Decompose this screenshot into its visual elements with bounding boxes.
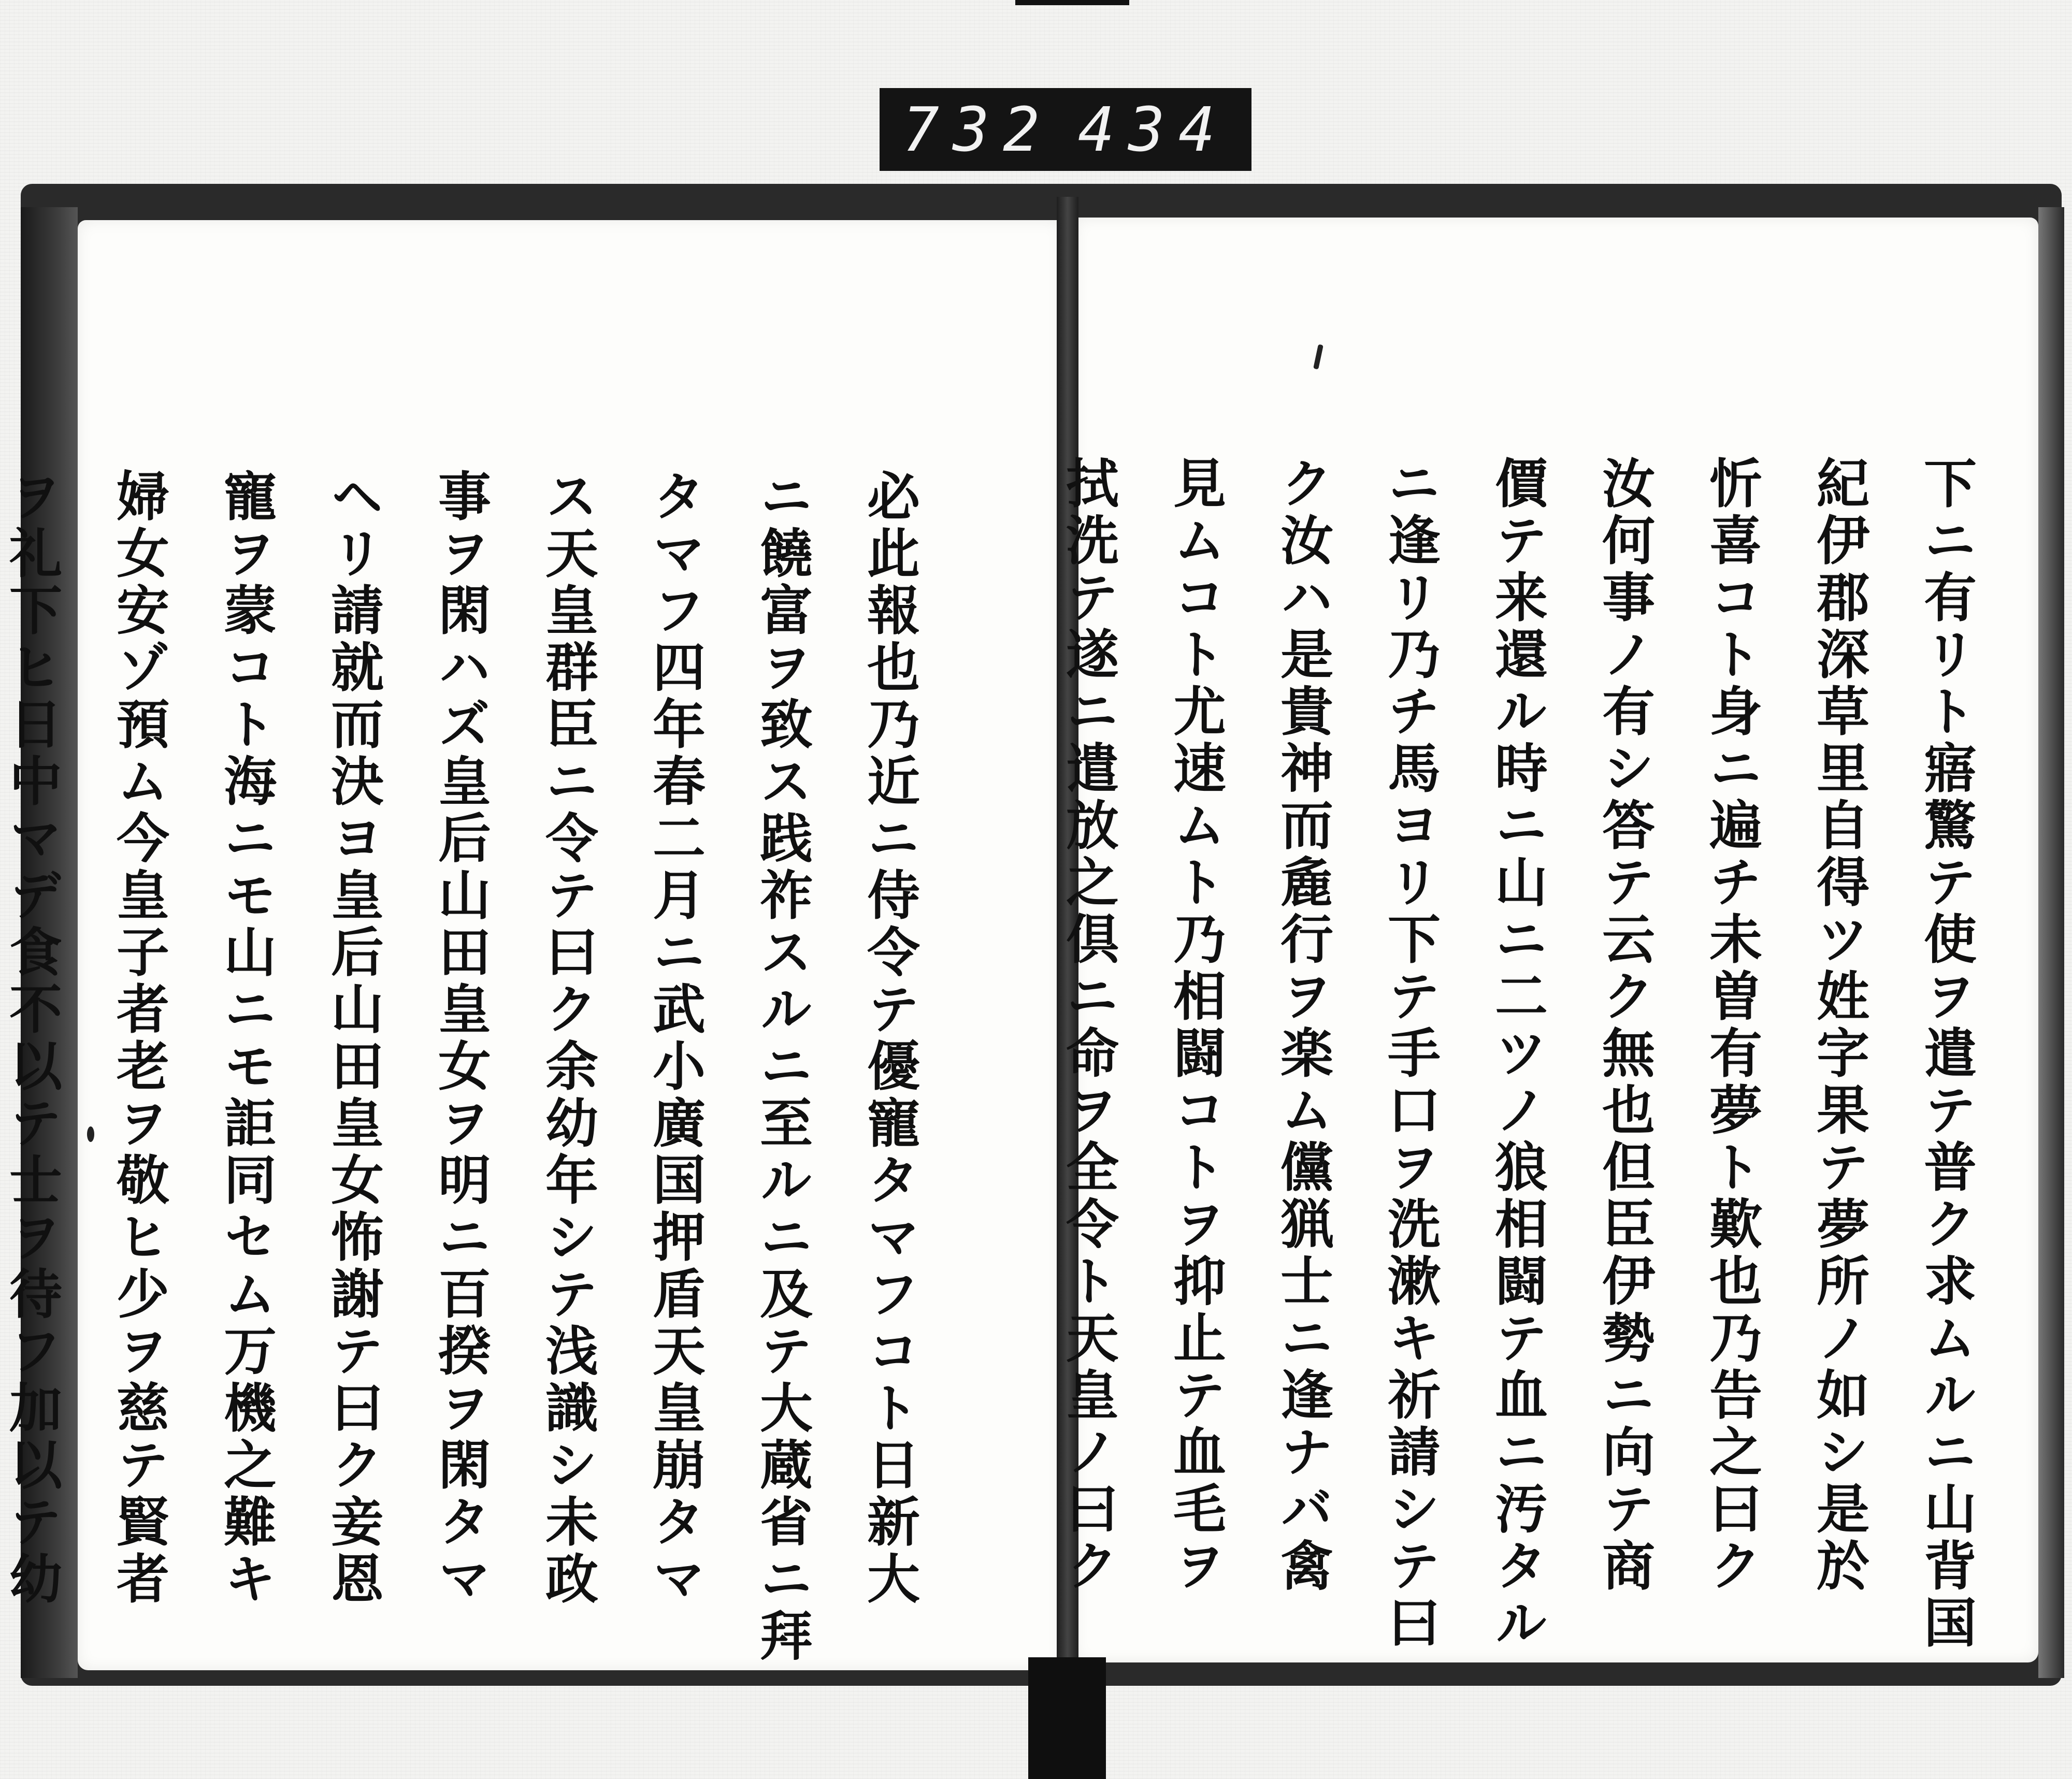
left-column-6: ヘリ請就而決ヨ皇后山田皇女怖謝テ曰ク妾恩 [322, 469, 384, 1608]
left-column-9: ヲ礼下ヒ日中マデ食不以テ士ヲ待フ加以テ幼 [1, 469, 63, 1608]
right-column-1: 下ニ有リト寤驚テ使ヲ遣テ普ク求ムルニ山背国 [1915, 456, 1977, 1652]
left-column-4: ス天皇群臣ニ令テ曰ク余幼年シテ浅識シ未政 [537, 469, 599, 1608]
right-column-8: 見ムコト尤速ムト乃相闘コトヲ抑止テ血毛ヲ [1164, 456, 1227, 1595]
right-column-2: 紀伊郡深草里自得ツ姓字果テ夢所ノ如シ是於 [1808, 456, 1870, 1595]
bottom-spine-shadow [1028, 1657, 1106, 1779]
right-column-7: ク汝ハ是貴神而麁行ヲ楽ム儻猟士ニ逢ナバ禽 [1272, 456, 1334, 1595]
left-column-3: タマフ四年春二月ニ武小廣国押盾天皇崩タマ [644, 469, 706, 1608]
page-number: 434 [1077, 94, 1229, 165]
right-column-4: 汝何事ノ有シ答テ云ク無也但臣伊勢ニ向テ商 [1593, 456, 1656, 1595]
left-column-7: 寵ヲ蒙コト海ニモ山ニモ詎同セム万機之難キ [215, 469, 277, 1608]
left-column-5: 事ヲ閑ハズ皇后山田皇女ヲ明ニ百揆ヲ閑タマ [429, 469, 492, 1608]
right-column-6: ニ逢リ乃チ馬ヨリ下テ手口ヲ洗漱キ祈請シテ曰 [1379, 456, 1441, 1652]
book-right-edge [2038, 207, 2064, 1678]
left-column-8: 婦女安ゾ預ム今皇子者老ヲ敬ヒ少ヲ慈テ賢者 [108, 469, 170, 1608]
frame-number: 732 [902, 94, 1054, 165]
left-column-2: ニ饒富ヲ致ス践祚スルニ至ルニ及テ大蔵省ニ拜 [751, 469, 813, 1665]
right-column-9: 拭洗テ遂ニ遣放之倶ニ命ヲ全令ト天皇ノ曰ク [1057, 456, 1119, 1595]
right-column-3: 忻喜コト身ニ遍チ未曽有夢ト歎也乃告之曰ク [1701, 456, 1763, 1595]
left-page-text [1, 469, 943, 1665]
frame-label-strip [880, 88, 1251, 171]
ink-speck [87, 1126, 94, 1142]
right-column-5: 價テ来還ル時ニ山ニ二ツノ狼相闘テ血ニ汚タル [1486, 456, 1548, 1652]
top-registration-mark [1015, 0, 1129, 5]
right-page-text [1057, 456, 1999, 1652]
left-column-1: 必此報也乃近ニ侍令テ優寵タマフコト日新大 [858, 469, 920, 1608]
